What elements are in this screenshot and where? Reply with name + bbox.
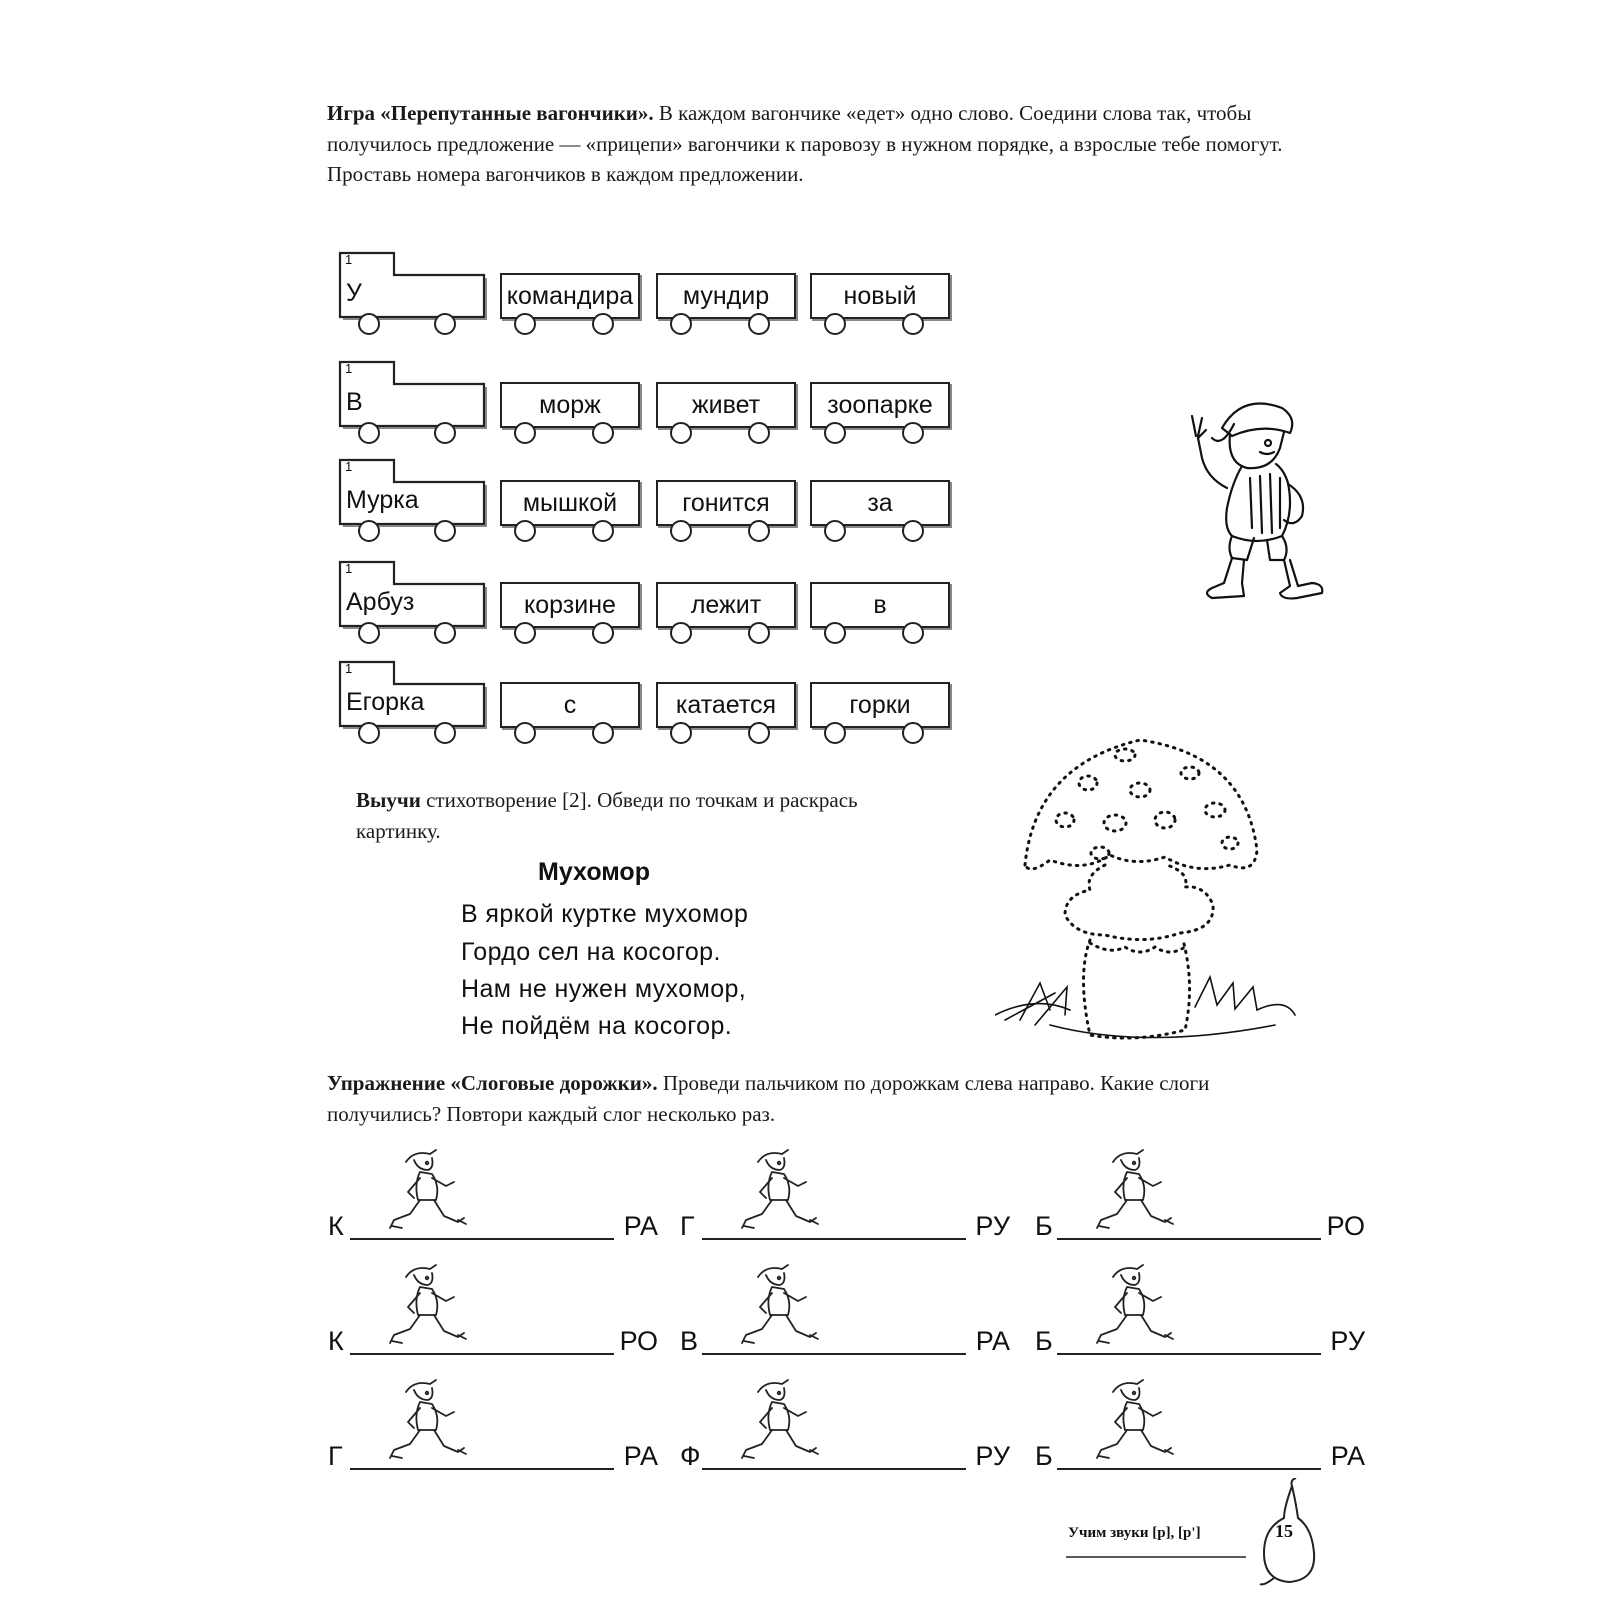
poem-line: Не пойдём на косогор.	[461, 1012, 733, 1040]
locomotive-number: 1	[345, 361, 353, 376]
wagon-word: зоопарке	[827, 391, 933, 419]
track-start-letter: Б	[1035, 1441, 1053, 1471]
track-start-letter: К	[328, 1326, 344, 1356]
track-line	[1057, 1468, 1321, 1470]
locomotive-word: Мурка	[346, 486, 419, 514]
track-line	[702, 1468, 966, 1470]
poem-task-bold: Выучи	[356, 788, 421, 812]
intro-text: В каждом вагончике «едет» одно слово. Соедини слова так, чтобы получилось предложение — «прицепи» вагончики к паровозу в нужном порядке, а взрослые тебе помогут. Проставь номера вагончиков в каждом предложении.	[327, 101, 1283, 186]
locomotive	[338, 560, 486, 630]
poem-task-text: стихотворение [2]. Обведи по точкам и раскрась картинку.	[356, 788, 858, 843]
running-gnome-icon	[736, 1263, 826, 1360]
track-line	[1057, 1238, 1321, 1240]
wheel	[670, 313, 692, 335]
syllable-track	[680, 1263, 1010, 1363]
locomotive	[338, 660, 486, 730]
locomotive-number: 1	[345, 561, 353, 576]
train	[338, 560, 958, 640]
locomotive	[338, 251, 486, 321]
wheel	[824, 313, 846, 335]
syllable-track	[680, 1378, 1010, 1478]
wagon-word: с	[563, 691, 577, 719]
wagon-word: корзине	[524, 591, 616, 619]
track-start-letter: Б	[1035, 1326, 1053, 1356]
track-end-syllable: РУ	[1330, 1326, 1365, 1356]
train	[338, 458, 958, 538]
wheel	[748, 622, 770, 644]
syllable-track	[1035, 1263, 1365, 1363]
syllable-track	[328, 1148, 658, 1248]
exercise-paragraph	[327, 1068, 1317, 1129]
syllable-track	[1035, 1148, 1365, 1248]
wheel	[670, 422, 692, 444]
locomotive-number: 1	[345, 661, 353, 676]
syllable-track	[1035, 1378, 1365, 1478]
locomotive-word: В	[346, 388, 363, 416]
wheel	[514, 622, 536, 644]
running-gnome-icon	[1091, 1263, 1181, 1360]
wheel	[748, 722, 770, 744]
wheel	[902, 422, 924, 444]
poem-line: Нам не нужен мухомор,	[461, 975, 747, 1003]
wheel	[592, 722, 614, 744]
syllable-track	[680, 1148, 1010, 1248]
wagon-word: морж	[539, 391, 601, 419]
wagon-word: живет	[691, 391, 761, 419]
running-gnome-icon	[384, 1148, 474, 1245]
wheel	[592, 622, 614, 644]
wagon-word: новый	[843, 282, 917, 310]
wheel	[358, 422, 380, 444]
footer-title: Учим звуки [р], [р']	[1068, 1525, 1201, 1541]
wagon-word: мышкой	[522, 489, 618, 517]
wheel	[514, 520, 536, 542]
wagon-word: гонится	[682, 489, 770, 517]
track-end-syllable: РО	[619, 1326, 658, 1356]
wagon-word: за	[867, 489, 893, 517]
wheel	[902, 622, 924, 644]
locomotive-word: Арбуз	[346, 588, 415, 616]
running-gnome-icon	[384, 1263, 474, 1360]
wheel	[434, 622, 456, 644]
track-start-letter: Г	[680, 1211, 695, 1241]
running-gnome-icon	[1091, 1148, 1181, 1245]
train	[338, 360, 958, 440]
wheel	[902, 722, 924, 744]
wheel	[824, 722, 846, 744]
locomotive-word: У	[346, 279, 362, 307]
poem-task	[356, 785, 916, 846]
track-start-letter: В	[680, 1326, 699, 1356]
running-gnome-icon	[736, 1378, 826, 1475]
wheel	[902, 313, 924, 335]
wheel	[434, 722, 456, 744]
track-line	[350, 1238, 614, 1240]
wheel	[592, 422, 614, 444]
locomotive-number: 1	[345, 252, 353, 267]
poem-title: Мухомор	[538, 858, 650, 886]
locomotive	[338, 360, 486, 430]
locomotive	[338, 458, 486, 528]
wheel	[748, 520, 770, 542]
wheel	[358, 313, 380, 335]
track-end-syllable: РО	[1326, 1211, 1365, 1241]
train	[338, 660, 958, 740]
wheel	[592, 313, 614, 335]
wheel	[824, 622, 846, 644]
track-end-syllable: РУ	[975, 1211, 1010, 1241]
track-line	[702, 1353, 966, 1355]
wheel	[902, 520, 924, 542]
running-gnome-icon	[384, 1378, 474, 1475]
intro-title: Игра «Перепутанные вагончики».	[327, 101, 654, 125]
track-start-letter: Б	[1035, 1211, 1053, 1241]
track-end-syllable: РА	[623, 1211, 658, 1241]
wheel	[748, 422, 770, 444]
wagon-word: командира	[506, 282, 634, 310]
track-line	[702, 1238, 966, 1240]
syllable-track	[328, 1378, 658, 1478]
track-end-syllable: РА	[975, 1326, 1010, 1356]
train	[338, 251, 958, 331]
track-start-letter: К	[328, 1211, 344, 1241]
wheel	[434, 520, 456, 542]
wheel	[434, 422, 456, 444]
track-line	[350, 1353, 614, 1355]
wheel	[514, 313, 536, 335]
page-number: 15	[1275, 1521, 1293, 1541]
intro-paragraph	[327, 98, 1317, 190]
wheel	[358, 520, 380, 542]
locomotive-word: Егорка	[346, 688, 425, 716]
track-start-letter: Г	[328, 1441, 343, 1471]
track-end-syllable: РА	[1330, 1441, 1365, 1471]
wagon-word: в	[873, 591, 887, 619]
wheel	[358, 622, 380, 644]
wheel	[824, 520, 846, 542]
syllable-track	[328, 1263, 658, 1363]
track-end-syllable: РА	[623, 1441, 658, 1471]
wheel	[358, 722, 380, 744]
wheel	[434, 313, 456, 335]
footer-underline	[1066, 1555, 1246, 1559]
wheel	[514, 422, 536, 444]
wheel	[670, 722, 692, 744]
wagon-word: катается	[675, 691, 777, 719]
track-line	[1057, 1353, 1321, 1355]
wheel	[514, 722, 536, 744]
wheel	[748, 313, 770, 335]
locomotive-number: 1	[345, 459, 353, 474]
wheel	[670, 622, 692, 644]
exercise-title: Упражнение «Слоговые дорожки».	[327, 1071, 658, 1095]
track-line	[350, 1468, 614, 1470]
poem-line: Гордо сел на косогор.	[461, 938, 721, 966]
dotted-mushroom-illustration	[995, 725, 1325, 1055]
wagon-word: мундир	[682, 282, 770, 310]
running-gnome-icon	[1091, 1378, 1181, 1475]
exercise-text: Проведи пальчиком по дорожкам слева направо. Какие слоги получились? Повтори каждый слог несколько раз.	[327, 1071, 1210, 1126]
track-start-letter: Ф	[680, 1441, 701, 1471]
wagon-word: лежит	[690, 591, 762, 619]
wagon-word: горки	[849, 691, 911, 719]
track-end-syllable: РУ	[975, 1441, 1010, 1471]
wheel	[824, 422, 846, 444]
wheel	[592, 520, 614, 542]
running-gnome-icon	[736, 1148, 826, 1245]
wheel	[670, 520, 692, 542]
poem-line: В яркой куртке мухомор	[461, 900, 749, 928]
gnome-illustration	[1172, 388, 1332, 618]
